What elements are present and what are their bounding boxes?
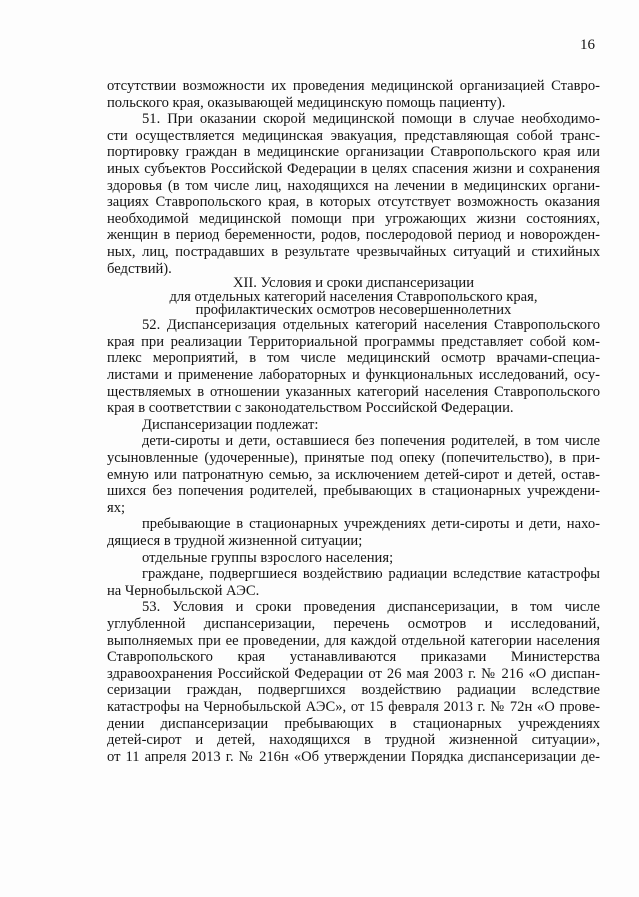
text-line: 51. При оказании скорой медицинской помощи в случае необходимо- bbox=[142, 111, 600, 128]
institutions-paragraph bbox=[107, 516, 600, 549]
text-line: углубленной диспансеризации, перечень осмотров и исследований, bbox=[107, 615, 600, 632]
text-line: портировку граждан в медицинские организации Ставропольского края или bbox=[107, 144, 600, 161]
text-line: листами и применение лабораторных и функциональных исследований, осу- bbox=[107, 367, 600, 384]
text-line: ществляемых в отношении указанных категорий населения Ставропольского bbox=[107, 383, 600, 400]
text-line: детей-сирот и детей, находящихся в трудной жизненной ситуации», bbox=[107, 732, 600, 749]
text-line: здравоохранения Российской Федерации от 26 мая 2003 г. № 216 «О диспан- bbox=[107, 665, 600, 682]
paragraph-53 bbox=[107, 599, 600, 765]
text-line: емную или патронатную семью, за исключением детей-сирот и детей, остав- bbox=[107, 466, 600, 483]
text-line: дении диспансеризации пребывающих в стационарных учреждениях bbox=[107, 715, 600, 732]
text-line: 52. Диспансеризация отдельных категорий населения Ставропольского bbox=[142, 317, 600, 334]
text-line: необходимой медицинской помощи при угрожающих жизни состояниях, bbox=[107, 210, 600, 227]
text-line: усыновленные (удочеренные), принятые под опеку (попечительство), в при- bbox=[107, 450, 600, 467]
text-line: шихся без попечения родителей, пребывающих в стационарных учреждени- bbox=[107, 483, 600, 500]
heading-line: профилактических осмотров несовершеннолетних bbox=[195, 301, 512, 318]
subjects-label-paragraph bbox=[107, 417, 600, 434]
text-line: сти осуществляется медицинская эвакуация, представляющая собой транс- bbox=[107, 127, 600, 144]
text-line: дети-сироты и дети, оставшиеся без попечения родителей, в том числе bbox=[142, 433, 600, 450]
text-line: от 11 апреля 2013 г. № 216н «Об утверждении Порядка диспансеризации де- bbox=[107, 748, 600, 765]
paragraph-51 bbox=[107, 111, 600, 277]
paragraph-52 bbox=[107, 317, 600, 417]
continuation-paragraph bbox=[107, 78, 600, 111]
orphans-paragraph bbox=[107, 433, 600, 516]
text-line: отдельные группы взрослого населения; bbox=[142, 549, 394, 566]
text-line: катастрофы на Чернобыльской АЭС», от 15 февраля 2013 г. № 72н «О прове- bbox=[107, 698, 600, 715]
text-line: 53. Условия и сроки проведения диспансеризации, в том числе bbox=[142, 599, 600, 616]
text-line: иных субъектов Российской Федерации в целях спасения жизни и сохранения bbox=[107, 160, 600, 177]
text-line: женщин в период беременности, родов, послеродовой период и новорожден- bbox=[107, 227, 600, 244]
text-line: пребывающие в стационарных учреждениях дети-сироты и дети, нахо- bbox=[142, 516, 600, 533]
heading-line: для отдельных категорий населения Ставропольского края, bbox=[169, 288, 538, 305]
text-line: ях; bbox=[107, 499, 126, 516]
text-line: ных, лиц, пострадавших в результате чрезвычайных ситуаций и стихийных bbox=[107, 243, 600, 260]
text-line: выполняемых при ее проведении, для каждой отдельной категории населения bbox=[107, 632, 600, 649]
text-line: зациях Ставропольского края, в которых отсутствует возможность оказания bbox=[107, 194, 600, 211]
page-number: 16 bbox=[580, 37, 595, 53]
text-line: граждане, подвергшиеся воздействию радиации вследствие катастрофы bbox=[142, 566, 600, 583]
text-line: на Чернобыльской АЭС. bbox=[107, 582, 260, 599]
text-line: серизации граждан, подвергшихся воздействию радиации вследствие bbox=[107, 682, 600, 699]
text-line: края в соответствии с законодательством Российской Федерации. bbox=[107, 400, 514, 417]
subjects-label: Диспансеризации подлежат: bbox=[142, 416, 319, 433]
text-line: отсутствии возможности их проведения медицинской организацией Ставро- bbox=[107, 78, 600, 94]
text-line: дящиеся в трудной жизненной ситуации; bbox=[107, 533, 363, 550]
text-line: здоровья (в том числе лиц, находящихся на лечении в медицинских органи- bbox=[107, 177, 600, 194]
adults-paragraph bbox=[107, 550, 600, 567]
text-line: польского края, оказывающей медицинскую помощь пациенту). bbox=[107, 94, 506, 111]
chernobyl-paragraph bbox=[107, 566, 600, 599]
text-line: края при реализации Территориальной программы представляет собой ком- bbox=[107, 333, 600, 350]
page-content bbox=[107, 78, 600, 765]
text-line: Ставропольского края устанавливаются приказами Министерства bbox=[107, 649, 600, 666]
text-line: бедствий). bbox=[107, 260, 172, 277]
section-heading-xii bbox=[107, 277, 600, 317]
text-line: плекс мероприятий, в том числе медицинский осмотр врачами-специа- bbox=[107, 350, 600, 367]
heading-line: XII. Условия и сроки диспансеризации bbox=[232, 275, 475, 292]
